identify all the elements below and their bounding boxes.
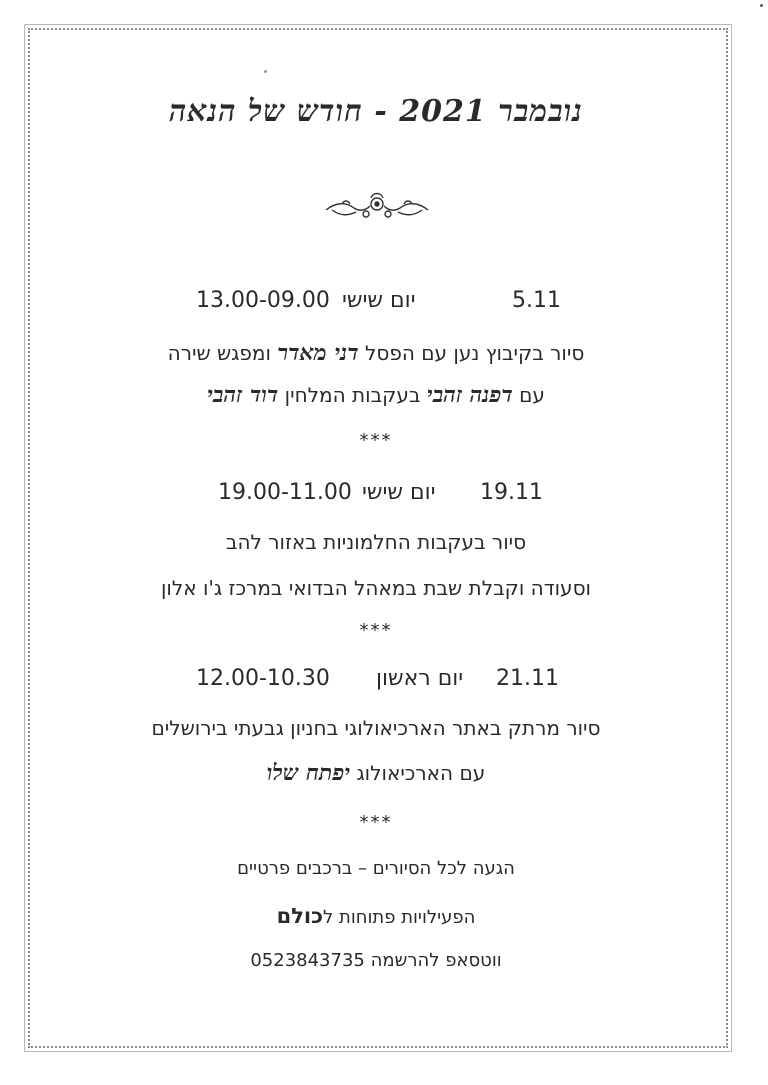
- event-3-line-1: סיור מרתק באתר הארכיאולוגי בחניון גבעתי בירושלים: [151, 716, 601, 740]
- event-2-header: [36, 480, 716, 510]
- whatsapp-registration: ווטסאפ להרשמה 0523843735: [250, 950, 502, 971]
- event-3-with: עם הארכיאולוג: [356, 761, 486, 785]
- event-1-line-2: [36, 382, 716, 408]
- event-1-mid: בעקבות המלחין: [284, 383, 421, 407]
- event-1-header: [36, 288, 716, 318]
- open-to-all-bold: כולם: [276, 904, 324, 928]
- separator: ***: [359, 812, 393, 833]
- event-2-day: יום שישי: [362, 480, 436, 505]
- event-1-line-1: [36, 340, 716, 366]
- open-to-all-text: הפעילויות פתוחות ל: [323, 907, 476, 928]
- event-1-singer: דפנה זהבי: [426, 382, 513, 408]
- event-1-text-end: ומפגש שירה: [167, 341, 271, 365]
- event-3-header: [36, 666, 716, 696]
- event-1-time: 13.00-09.00: [196, 288, 330, 313]
- event-2-date: 19.11: [480, 480, 543, 505]
- event-3-date: 21.11: [496, 666, 559, 691]
- event-1-day: יום שישי: [342, 288, 416, 313]
- event-3-archaeologist: יפתח שלו: [266, 760, 351, 786]
- event-1-artist: דני מאדר: [277, 340, 359, 366]
- event-1-date: 5.11: [512, 288, 561, 313]
- separator: ***: [359, 430, 393, 451]
- event-2-line-2: וסעודה וקבלת שבת במאהל הבדואי במרכז ג'ו אלון: [160, 576, 592, 600]
- open-to-all-note: [36, 904, 716, 928]
- event-3-time: 12.00-10.30: [196, 666, 330, 691]
- page-title: נובמבר 2021 - חודש של הנאה: [168, 94, 584, 129]
- event-1-composer: דוד זהבי: [207, 382, 279, 408]
- flyer-page: [36, 36, 716, 1036]
- speck-mark: [760, 4, 763, 7]
- transport-note: הגעה לכל הסיורים – ברכבים פרטיים: [237, 858, 515, 879]
- event-2-line-1: סיור בעקבות החלמוניות באזור להב: [225, 530, 527, 554]
- event-3-line-2: [36, 760, 716, 786]
- event-1-text: סיור בקיבוץ נען עם הפסל: [365, 341, 585, 365]
- event-1-with: עם: [519, 383, 545, 407]
- floral-ornament-icon: [322, 188, 432, 228]
- event-2-time: 19.00-11.00: [218, 480, 352, 505]
- separator: ***: [359, 620, 393, 641]
- event-3-day: יום ראשון: [376, 666, 464, 691]
